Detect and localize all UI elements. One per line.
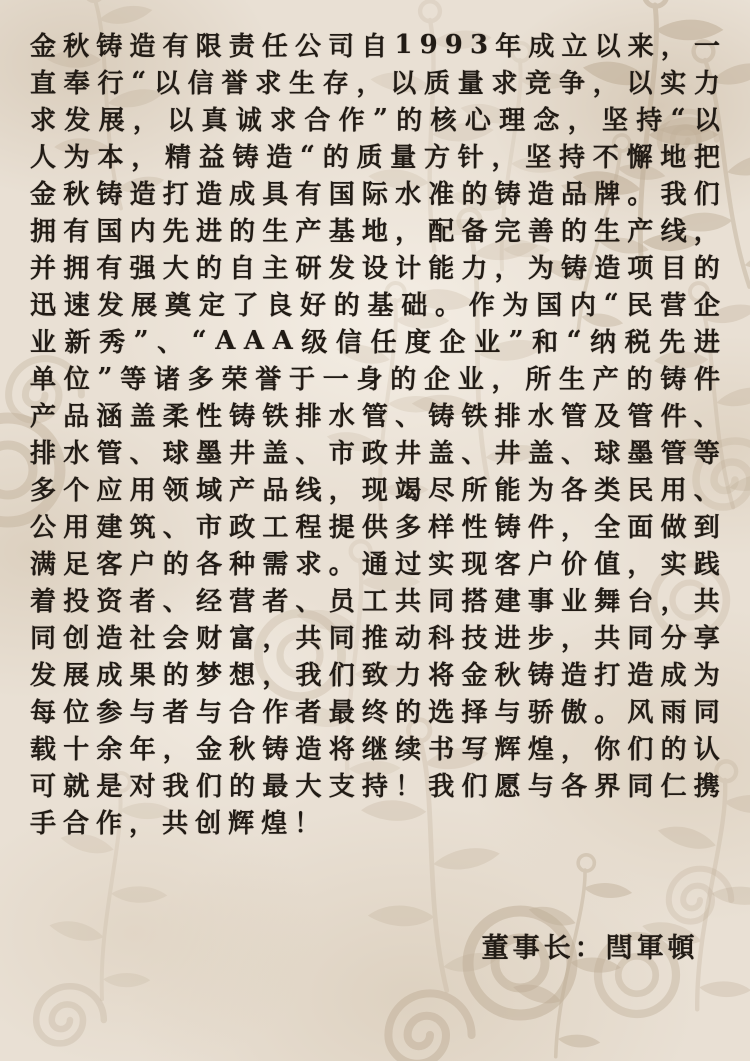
text-line: 金 秋 铸 造 有 限 责 任 公 司 自 1 9 9 3 年 成 立 以 来 ， 一 — [30, 29, 720, 62]
signature — [428, 895, 699, 996]
text-line: 发 展 成 果 的 梦 想 ， 我 们 致 力 将 金 秋 铸 造 打 造 成 为 — [30, 661, 720, 691]
text-line: 拥 有 国 内 先 进 的 生 产 基 地 ， 配 备 完 善 的 生 产 线 ， — [30, 217, 720, 247]
letter-body — [30, 26, 720, 840]
text-line: 产 品 涵 盖 柔 性 铸 铁 排 水 管 、 铸 铁 排 水 管 及 管 件 、 — [30, 402, 720, 432]
text-line: 载 十 余 年 ， 金 秋 铸 造 将 继 续 书 写 辉 煌 ， 你 们 的 认 — [30, 735, 720, 765]
text-line: 业 新 秀 ” 、 “ A A A 级 信 任 度 企 业 ” 和 “ 纳 税 先 进 — [30, 325, 720, 358]
text-line: 公 用 建 筑 、 市 政 工 程 提 供 多 样 性 铸 件 ， 全 面 做 到 — [30, 513, 720, 543]
text-line: 人 为 本 ， 精 益 铸 造 “ 的 质 量 方 针 ， 坚 持 不 懈 地 把 — [30, 140, 720, 173]
text-line: 可 就 是 对 我 们 的 最 大 支 持 ！ 我 们 愿 与 各 界 同 仁 携 — [30, 772, 720, 802]
signature-label: 董事长：閆軍頓 — [481, 933, 699, 964]
text-line: 迅 速 发 展 奠 定 了 良 好 的 基 础 。 作 为 国 内 “ 民 营 企 — [30, 288, 720, 321]
text-line: 手 合 作 ， 共 创 辉 煌 ！ — [30, 809, 321, 839]
text-line: 每 位 参 与 者 与 合 作 者 最 终 的 选 择 与 骄 傲 。 风 雨 同 — [30, 698, 720, 728]
text-line: 求 发 展 ， 以 真 诚 求 合 作 ” 的 核 心 理 念 ， 坚 持 “ 以 — [30, 103, 720, 136]
text-line: 同 创 造 社 会 财 富 ， 共 同 推 动 科 技 进 步 ， 共 同 分 享 — [30, 624, 720, 654]
text-line: 并 拥 有 强 大 的 自 主 研 发 设 计 能 力 ， 为 铸 造 项 目 的 — [30, 254, 720, 284]
text-line: 着 投 资 者 、 经 营 者 、 员 工 共 同 搭 建 事 业 舞 台 ， 共 — [30, 587, 720, 617]
text-line: 排 水 管 、 球 墨 井 盖 、 市 政 井 盖 、 井 盖 、 球 墨 管 等 — [30, 439, 720, 469]
text-line: 满 足 客 户 的 各 种 需 求 。 通 过 实 现 客 户 价 值 ， 实 践 — [30, 550, 720, 580]
text-line: 单 位 ” 等 诸 多 荣 誉 于 一 身 的 企 业 ， 所 生 产 的 铸 件 — [30, 362, 720, 395]
text-line: 金 秋 铸 造 打 造 成 具 有 国 际 水 准 的 铸 造 品 牌 。 我 们 — [30, 180, 720, 210]
text-line: 多 个 应 用 领 域 产 品 线 ， 现 竭 尽 所 能 为 各 类 民 用 、 — [30, 476, 720, 506]
text-line: 直 奉 行 “ 以 信 誉 求 生 存 ， 以 质 量 求 竞 争 ， 以 实 力 — [30, 66, 720, 99]
